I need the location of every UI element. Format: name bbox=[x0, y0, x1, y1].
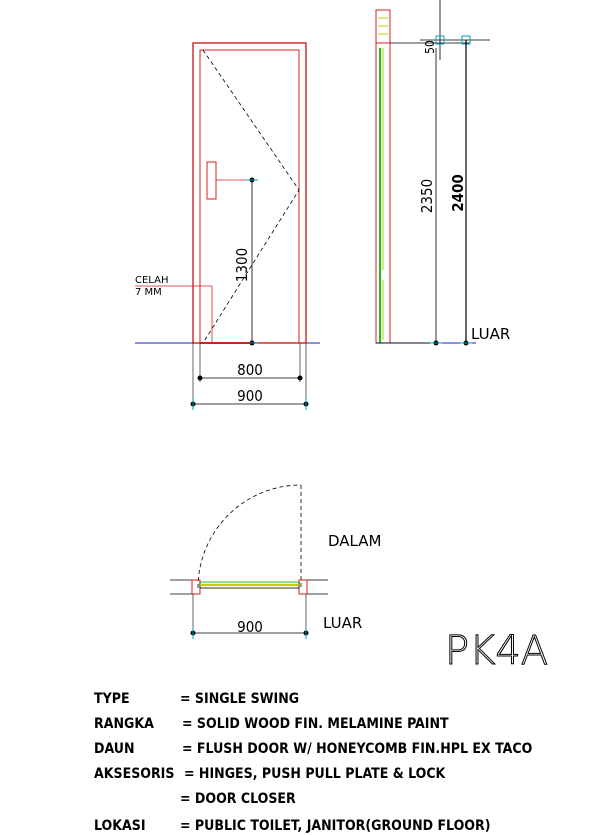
section-outside-label: LUAR bbox=[471, 325, 511, 343]
leaf-width-label: 800 bbox=[237, 361, 263, 379]
door-frame-outer bbox=[193, 43, 306, 343]
spec-key: DAUN bbox=[94, 741, 135, 757]
gap-label-line2: 7 MM bbox=[135, 287, 162, 298]
spec-value: = DOOR CLOSER bbox=[180, 791, 296, 807]
dim-dot bbox=[298, 376, 303, 381]
plan-swing-arc bbox=[198, 485, 301, 588]
opening-height-label: 2400 bbox=[449, 174, 467, 212]
top-offset-label: 50 bbox=[423, 40, 437, 54]
door-plan bbox=[170, 485, 381, 639]
spec-table bbox=[94, 691, 533, 834]
spec-key: LOKASI bbox=[94, 818, 146, 834]
plan-inside-label: DALAM bbox=[328, 532, 382, 550]
door-code: PK4A bbox=[445, 628, 549, 674]
spec-value: = SOLID WOOD FIN. MELAMINE PAINT bbox=[182, 716, 449, 732]
leaf-height-label: 2350 bbox=[418, 178, 436, 214]
spec-key: AKSESORIS bbox=[94, 766, 175, 782]
door-elevation bbox=[135, 43, 320, 410]
door-handle bbox=[207, 162, 216, 199]
plan-jamb-left bbox=[192, 580, 200, 594]
spec-key: TYPE bbox=[94, 691, 130, 707]
spec-value: = SINGLE SWING bbox=[180, 691, 300, 707]
door-leaf bbox=[200, 50, 299, 343]
swing-indicator bbox=[203, 50, 299, 343]
spec-value: = FLUSH DOOR W/ HONEYCOMB FIN.HPL EX TACO bbox=[182, 741, 533, 757]
opening-width-label: 900 bbox=[237, 387, 263, 405]
handle-height-label: 1300 bbox=[233, 247, 251, 283]
gap-label-line1: CELAH bbox=[135, 275, 169, 286]
plan-outside-label: LUAR bbox=[323, 614, 363, 632]
spec-value: = PUBLIC TOILET, JANITOR(GROUND FLOOR) bbox=[180, 818, 491, 834]
plan-width-label: 900 bbox=[237, 618, 263, 636]
spec-key: RANGKA bbox=[94, 716, 154, 732]
plan-jamb-right bbox=[299, 580, 307, 594]
door-section bbox=[376, 0, 510, 346]
dim-dot bbox=[198, 376, 203, 381]
spec-value: = HINGES, PUSH PULL PLATE & LOCK bbox=[184, 766, 446, 782]
